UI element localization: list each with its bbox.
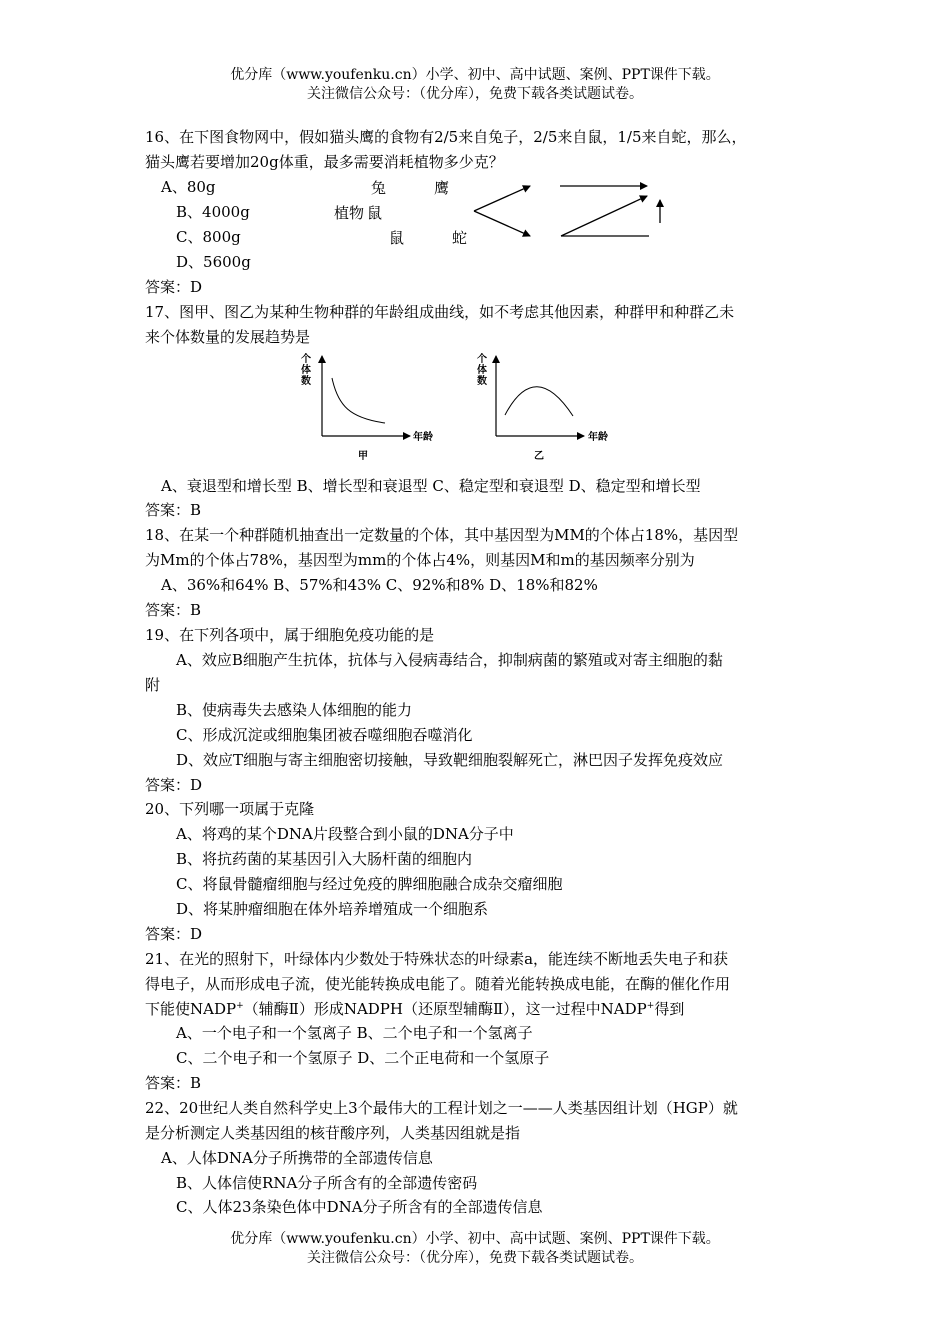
food-web-arrows (0, 0, 950, 300)
q18-stem-line1: 18、在某一个种群随机抽查出一定数量的个体，其中基因型为MM的个体占18%，基因型 (145, 526, 739, 544)
q17-answer: 答案：B (145, 501, 202, 519)
graph-jia-caption: 甲 (358, 451, 368, 462)
q17-options: A、衰退型和增长型 B、增长型和衰退型 C、稳定型和衰退型 D、稳定型和增长型 (161, 477, 701, 495)
q19-option-a-line2: 附 (145, 676, 161, 694)
graph-yi-curve (505, 387, 573, 416)
q16-option-d: D、5600g (176, 253, 251, 271)
page-header-line1: 优分库（www.youfenku.cn）小学、初中、高中试题、案例、PPT课件下载。 (230, 67, 720, 83)
q18-options: A、36%和64% B、57%和43% C、92%和8% D、18%和82% (161, 576, 598, 594)
graph-jia-ylabel-2: 体 (301, 365, 311, 376)
food-web-snake: 蛇 (452, 229, 468, 247)
q20-answer: 答案：D (145, 925, 203, 943)
graph-yi-ylabel-3: 数 (477, 376, 487, 387)
page-footer-line2: 关注微信公众号：（优分库），免费下载各类试题试卷。 (307, 1250, 643, 1266)
q18-answer: 答案：B (145, 601, 202, 619)
q20-option-d: D、将某肿瘤细胞在体外培养增殖成一个细胞系 (176, 900, 489, 918)
q20-option-c: C、将鼠骨髓瘤细胞与经过免疫的脾细胞融合成杂交瘤细胞 (176, 875, 563, 893)
q17-stem-line2: 来个体数量的发展趋势是 (145, 328, 311, 346)
arrow-plant-to-rabbit (474, 186, 530, 211)
q21-options-ab: A、一个电子和一个氢离子 B、二个电子和一个氢离子 (176, 1024, 533, 1042)
q16-answer: 答案：D (145, 278, 203, 296)
graph-yi (477, 352, 608, 462)
q20-stem: 20、下列哪一项属于克隆 (145, 800, 315, 818)
q19-option-c: C、形成沉淀或细胞集团被吞噬细胞吞噬消化 (176, 726, 473, 744)
q16-stem-line1: 16、在下图食物网中，假如猫头鹰的食物有2/5来自兔子，2/5来自鼠，1/5来自蛇，那么， (145, 128, 747, 146)
q16-option-b: B、4000g (176, 203, 250, 221)
graph-yi-caption: 乙 (534, 451, 544, 462)
arrow-plant-to-mouse (474, 211, 530, 236)
graph-jia-xlabel: 年龄 (413, 432, 433, 443)
q22-option-c: C、人体23条染色体中DNA分子所含有的全部遗传信息 (176, 1198, 543, 1216)
graph-yi-xlabel: 年龄 (588, 432, 608, 443)
page-header-line2: 关注微信公众号：（优分库），免费下载各类试题试卷。 (307, 86, 643, 102)
age-structure-figure (290, 348, 630, 468)
food-web-owl: 鹰 (434, 179, 450, 197)
q16-option-c: C、800g (176, 228, 241, 246)
q19-option-a-line1: A、效应B细胞产生抗体，抗体与入侵病毒结合，抑制病菌的繁殖或对寄主细胞的黏 (176, 651, 723, 669)
q16-stem-line2: 猫头鹰若要增加20g体重，最多需要消耗植物多少克？ (145, 153, 504, 171)
arrow-mouse-to-owl (561, 196, 647, 236)
q22-option-b: B、人体信使RNA分子所含有的全部遗传密码 (176, 1174, 478, 1192)
q19-stem: 19、在下列各项中，属于细胞免疫功能的是 (145, 626, 435, 644)
page-footer-line1: 优分库（www.youfenku.cn）小学、初中、高中试题、案例、PPT课件下载。 (230, 1231, 720, 1247)
q19-option-d: D、效应T细胞与寄主细胞密切接触，导致靶细胞裂解死亡，淋巴因子发挥免疫效应 (176, 751, 724, 769)
q21-options-cd: C、二个电子和一个氢原子 D、二个正电荷和一个氢原子 (176, 1049, 550, 1067)
graph-jia-ylabel-1: 个 (301, 354, 311, 365)
q22-stem-line1: 22、20世纪人类自然科学史上3个最伟大的工程计划之一——人类基因组计划（HGP）就 (145, 1099, 738, 1117)
food-web-plant: 植物 (334, 204, 365, 222)
food-web-rabbit: 兔 (371, 179, 387, 197)
q22-option-a: A、人体DNA分子所携带的全部遗传信息 (161, 1149, 433, 1167)
q19-answer: 答案：D (145, 776, 203, 794)
q20-option-a: A、将鸡的某个DNA片段整合到小鼠的DNA分子中 (176, 825, 514, 843)
q16-option-a: A、80g (161, 178, 216, 196)
q19-option-b: B、使病毒失去感染人体细胞的能力 (176, 701, 413, 719)
q22-stem-line2: 是分析测定人类基因组的核苷酸序列，人类基因组就是指 (145, 1124, 521, 1142)
food-web-mouse-1: 鼠 (367, 204, 383, 222)
graph-yi-ylabel-2: 体 (477, 365, 487, 376)
q21-stem-line3: 下能使NADP+（辅酶Ⅱ）形成NADPH（还原型辅酶Ⅱ），这一过程中NADP+得到 (145, 1000, 685, 1018)
q21-answer: 答案：B (145, 1074, 202, 1092)
graph-jia-curve (332, 378, 385, 423)
q20-option-b: B、将抗药菌的某基因引入大肠杆菌的细胞内 (176, 850, 473, 868)
food-web-mouse-2: 鼠 (389, 229, 405, 247)
graph-jia (301, 352, 433, 462)
graph-jia-ylabel-3: 数 (301, 376, 311, 387)
q21-stem-line2: 得电子，从而形成电子流，使光能转换成电能了。随着光能转换成电能，在酶的催化作用 (145, 975, 731, 993)
q17-stem-line1: 17、图甲、图乙为某种生物种群的年龄组成曲线，如不考虑其他因素，种群甲和种群乙未 (145, 303, 735, 321)
q18-stem-line2: 为Mm的个体占78%，基因型为mm的个体占4%，则基因M和m的基因频率分别为 (145, 551, 695, 569)
q21-stem-line1: 21、在光的照射下，叶绿体内少数处于特殊状态的叶绿素a，能连续不断地丢失电子和获 (145, 950, 729, 968)
graph-yi-ylabel-1: 个 (477, 354, 487, 365)
